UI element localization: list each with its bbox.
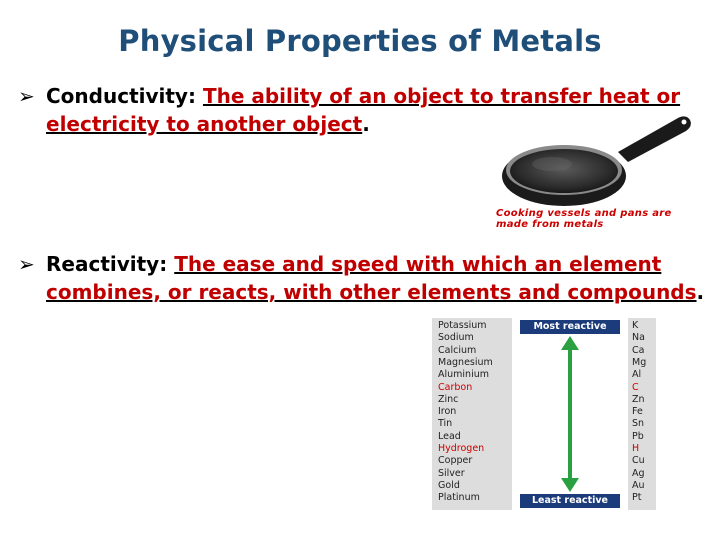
definition-text: The ease and speed with which an element combines, or reacts, with other elements and compounds <box>46 252 697 304</box>
element-symbol: K <box>632 320 639 331</box>
metal-name: Hydrogen <box>438 443 485 454</box>
symbols-column <box>628 318 656 510</box>
element-symbol: H <box>632 443 640 454</box>
element-symbol: Zn <box>632 393 645 405</box>
element-symbol: Sn <box>632 418 645 430</box>
metal-name: Zinc <box>438 393 459 405</box>
element-symbol: Mg <box>632 356 647 368</box>
element-symbol: Pt <box>632 492 642 504</box>
metal-name: Gold <box>438 479 460 491</box>
metals-column <box>432 318 512 510</box>
least-reactive-label: Least reactive <box>520 494 620 508</box>
reactivity-series-chart <box>432 318 656 510</box>
metal-name: Lead <box>438 430 461 442</box>
double-arrow-icon <box>558 336 582 492</box>
metal-name: Copper <box>438 455 473 467</box>
element-symbol: Fe <box>632 406 643 418</box>
element-symbol: Na <box>632 332 645 344</box>
period: . <box>696 280 705 304</box>
definition-text: The ability of an object to transfer heat or electricity to another object <box>46 84 681 136</box>
metal-name: Magnesium <box>438 356 493 368</box>
metal-name: Carbon <box>438 381 473 393</box>
term-label: Conductivity: <box>46 84 196 108</box>
element-symbol: C <box>632 381 639 393</box>
bullet-reactivity <box>18 250 708 306</box>
element-symbol: Ag <box>632 467 645 479</box>
element-symbol: Au <box>632 479 645 491</box>
period: . <box>362 112 370 136</box>
metal-name: Potassium <box>438 320 487 331</box>
arrow-bullet-icon: ➢ <box>18 84 35 108</box>
pan-caption: Cooking vessels and pans are made from metals <box>496 208 672 230</box>
element-symbol: Al <box>632 369 642 381</box>
most-reactive-label: Most reactive <box>520 320 620 334</box>
metal-name: Tin <box>438 418 453 430</box>
frying-pan-image <box>500 112 710 212</box>
term-label: Reactivity: <box>46 252 168 276</box>
arrow-bullet-icon: ➢ <box>18 252 35 276</box>
metal-name: Silver <box>438 467 465 479</box>
slide-title: Physical Properties of Metals <box>118 24 602 58</box>
element-symbol: Cu <box>632 455 645 467</box>
metal-name: Aluminium <box>438 369 489 381</box>
metal-name: Iron <box>438 406 457 418</box>
metal-name: Calcium <box>438 344 477 356</box>
metal-name: Sodium <box>438 332 474 344</box>
element-symbol: Ca <box>632 344 645 356</box>
element-symbol: Pb <box>632 430 644 442</box>
metal-name: Platinum <box>438 492 480 504</box>
